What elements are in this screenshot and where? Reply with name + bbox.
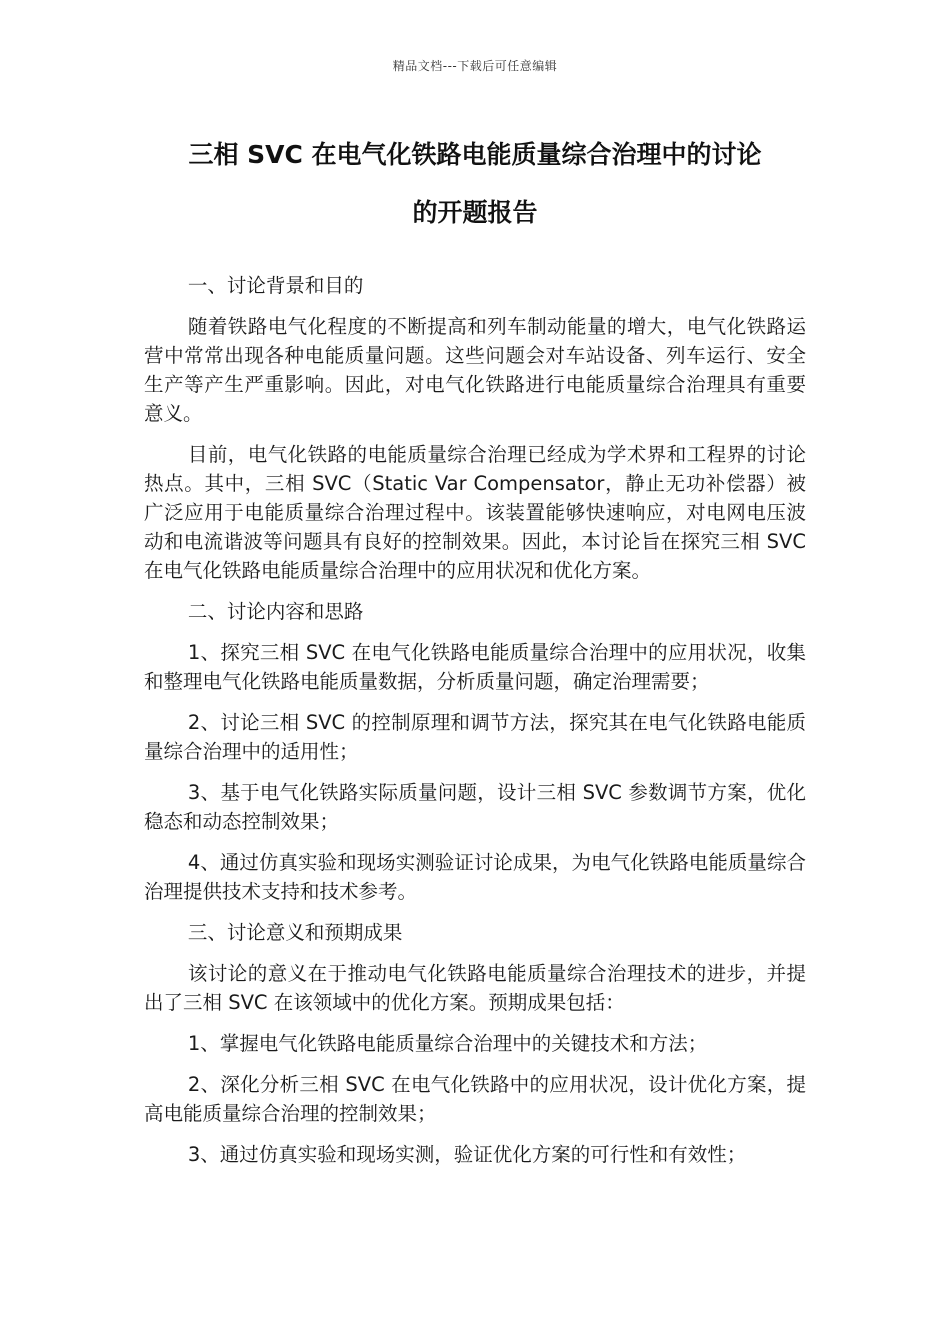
list-item-outcome-3: 3、通过仿真实验和现场实测，验证优化方案的可行性和有效性； bbox=[187, 1143, 747, 1166]
section-heading-background: 一、讨论背景和目的 bbox=[187, 274, 364, 297]
document-title-line-1: 三相 SVC 在电气化铁路电能质量综合治理中的讨论 bbox=[188, 140, 762, 169]
list-item-content-4: 4、通过仿真实验和现场实测验证讨论成果，为电气化铁路电能质量综合治理提供技术支持和技术参考。 bbox=[144, 851, 806, 903]
document-body bbox=[144, 271, 806, 1181]
header-note: 精品文档---下载后可任意编辑 bbox=[392, 59, 558, 73]
section-heading-content: 二、讨论内容和思路 bbox=[187, 600, 364, 623]
paragraph-background-2: 目前，电气化铁路的电能质量综合治理已经成为学术界和工程界的讨论热点。其中，三相 SVC（Static Var Compensator，静止无功补偿器）被广泛应用于电能质量综合治理过程中。该装置能够快速响应，对电网电压波动和电流谐波等问题具有良好的控制效果。因此，本讨论旨在探究三相 SVC 在电气化铁路电能质量综合治理中的应用状况和优化方案。 bbox=[144, 443, 806, 582]
list-item-content-3: 3、基于电气化铁路实际质量问题，设计三相 SVC 参数调节方案，优化稳态和动态控制效果； bbox=[144, 781, 806, 833]
paragraph-background-1: 随着铁路电气化程度的不断提高和列车制动能量的增大，电气化铁路运营中常常出现各种电能质量问题。这些问题会对车站设备、列车运行、安全生产等产生严重影响。因此，对电气化铁路进行电能质量综合治理具有重要意义。 bbox=[144, 315, 806, 425]
list-item-outcome-2: 2、深化分析三相 SVC 在电气化铁路中的应用状况，设计优化方案，提高电能质量综合治理的控制效果； bbox=[144, 1073, 806, 1125]
list-item-content-1: 1、探究三相 SVC 在电气化铁路电能质量综合治理中的应用状况，收集和整理电气化铁路电能质量数据，分析质量问题，确定治理需要； bbox=[144, 641, 806, 693]
document-title-line-2: 的开题报告 bbox=[412, 198, 538, 227]
list-item-content-2: 2、讨论三相 SVC 的控制原理和调节方法，探究其在电气化铁路电能质量综合治理中的适用性； bbox=[144, 711, 806, 763]
paragraph-significance: 该讨论的意义在于推动电气化铁路电能质量综合治理技术的进步，并提出了三相 SVC 在该领域中的优化方案。预期成果包括： bbox=[144, 962, 806, 1014]
list-item-outcome-1: 1、掌握电气化铁路电能质量综合治理中的关键技术和方法； bbox=[187, 1032, 708, 1055]
section-heading-significance: 三、讨论意义和预期成果 bbox=[187, 921, 403, 944]
